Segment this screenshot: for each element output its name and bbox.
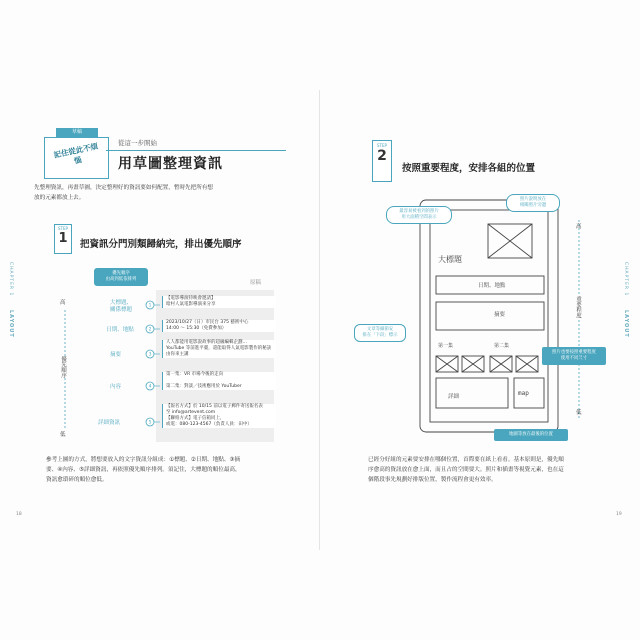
stamp-text: 記住從此不煩惱 (52, 141, 99, 166)
mb4-l3: 第二集：對談／技術應用於 YouTuber (166, 384, 242, 389)
priority-callout-line1: 優先順序 (112, 271, 130, 276)
sidebar-layout-right: LAYOUT (623, 310, 629, 338)
svg-text:5: 5 (148, 420, 152, 426)
step2-number: 2 (377, 148, 387, 164)
wireframe-date-place: 日期、地點 (478, 283, 506, 289)
axis2-middle: 重要程度 (575, 296, 581, 318)
callout-top-left: 最容易被看到的照片 用大面積空間表示 (386, 206, 452, 224)
manuscript-block-1 (162, 296, 276, 308)
category-1-line1: 大標題、 (109, 300, 132, 306)
number-markers (140, 296, 160, 436)
section-tab: 草稿 (56, 128, 98, 137)
category-3: 摘要 (110, 352, 122, 358)
axis-middle: 優先順序 (60, 356, 66, 378)
sidebar-layout: LAYOUT (8, 310, 14, 338)
step-label: STEP (58, 226, 68, 231)
mb1-l2: 暗村人氣電影導演來分享 (166, 302, 216, 307)
page-number: 18 (16, 512, 22, 517)
body-text-2: 要、④內容、⑤詳細資訊，再依照優先順序排列。須記住，大標題的順位最高， (46, 467, 241, 473)
body-text-1: 參考上圖的方式，將想要放入的文字資訊分組成：①標題、②日期、地點、③摘 (46, 457, 241, 463)
r-body-text-1: 已經分好組的元素要安排在哪個位置，首際要在紙上看看。基本原則是，優先順 (368, 457, 564, 463)
wireframe-details: 詳細 (448, 394, 460, 400)
sidebar-chapter-right: CHAPTER 1 (623, 262, 628, 297)
r-body-text-3: 個階段事先規劃好排版位置，製作流程會更有效率。 (368, 477, 497, 483)
category-2: 日期、地點 (106, 327, 134, 333)
manuscript-block-3 (162, 340, 276, 358)
wireframe-sec2: 第二集 (494, 343, 510, 349)
priority-callout (94, 268, 148, 286)
body-text-3: 資訊愈瑣碎的順位愈低。 (46, 477, 108, 483)
priority-callout-line2: 由高到低依排列 (105, 277, 137, 282)
mb1-l1: 【電影導演特映會邀請】 (166, 296, 216, 301)
sidebar-chapter: CHAPTER 1 (8, 262, 13, 297)
svg-text:2: 2 (148, 327, 152, 333)
mb5-l3: 【聯絡方式】電子信箱同上， (166, 416, 225, 421)
intro-text-1: 先整理資訊，再畫草圖，決定整理好的資訊要如何配置，暫時先把所有想 (34, 185, 214, 191)
mb5-l2: 至 info@artevent.com (166, 410, 216, 415)
category-4: 內容 (110, 384, 122, 390)
mb4-l1: 第一集：VR 市場今後的走向 (166, 372, 224, 377)
mb5-l1: 【報名方式】於 10/15 前以電子郵件寄送報名表 (166, 404, 263, 409)
manuscript-block-5 (162, 404, 276, 428)
wireframe-summary: 摘要 (494, 312, 506, 318)
callout-top-right: 照片說明放在 相關照片旁邊 (506, 194, 560, 212)
step-title: 把資訊分門別類歸納完，排出優先順序 (80, 239, 242, 250)
mb3-l2: YouTube 等前進平臺，還能取得人氣電影製作的秘訣 (166, 346, 272, 351)
page-number-right: 19 (616, 512, 622, 517)
right-page (320, 0, 640, 640)
page-subtitle: 從這一步開始 (118, 139, 157, 147)
step2-label: STEP (377, 143, 387, 148)
importance-axis (574, 210, 584, 430)
axis2-low: 低 (576, 410, 582, 416)
step-number: 1 (58, 231, 68, 246)
svg-text:1: 1 (148, 303, 152, 309)
manuscript-block-4 (162, 372, 276, 390)
category-5: 詳細資訊 (98, 420, 121, 426)
mb5-l4: 或電：080-123-4567（負責人員：田中） (166, 422, 252, 427)
mb3-l3: 由你來主講 (166, 352, 189, 357)
mb3-l1: 人人都能用電影說故事的超級編輯企劃… (166, 340, 247, 345)
axis-low: 低 (60, 432, 66, 438)
axis2-high: 高 (576, 224, 582, 230)
step-badge (54, 224, 72, 254)
wireframe-headline: 大標題 (438, 255, 462, 264)
mb2-l2: 14:00 ～ 15:30（免費參加） (166, 326, 227, 331)
axis-high: 高 (60, 300, 66, 306)
intro-text-2: 放的元素都放上去。 (34, 195, 85, 201)
manuscript-block-2 (162, 320, 276, 332)
page-title: 用草圖整理資訊 (118, 156, 223, 172)
step-badge-2 (372, 140, 392, 182)
category-1-line2: 關係標題 (109, 307, 132, 313)
wireframe-sketch (410, 200, 570, 440)
svg-text:3: 3 (148, 352, 152, 358)
callout-mid-right: 照片也要按照重要程度 使用不同尺寸 (542, 347, 606, 365)
r-body-text-2: 序愈高的資訊放在愈上面，而且占的空間要大。照片和插畫等視覺元素，也在這 (368, 467, 564, 473)
mb2-l1: 2023/10/27（日）市民台 375 藝術中心 (166, 320, 249, 325)
wireframe-sec1: 第一集 (438, 343, 454, 349)
svg-text:4: 4 (148, 384, 152, 390)
wireframe-map: map (518, 390, 529, 397)
callout-bottom-right: 地圖等放在最後的位置 (494, 429, 568, 441)
manuscript-label: 原稿 (250, 280, 262, 286)
subtitle-rule (106, 150, 286, 151)
category-1 (96, 300, 146, 314)
callout-mid-left: 文章等細節安 排在「下段」標示 (354, 324, 406, 342)
step2-title: 按照重要程度，安排各組的位置 (402, 163, 536, 174)
